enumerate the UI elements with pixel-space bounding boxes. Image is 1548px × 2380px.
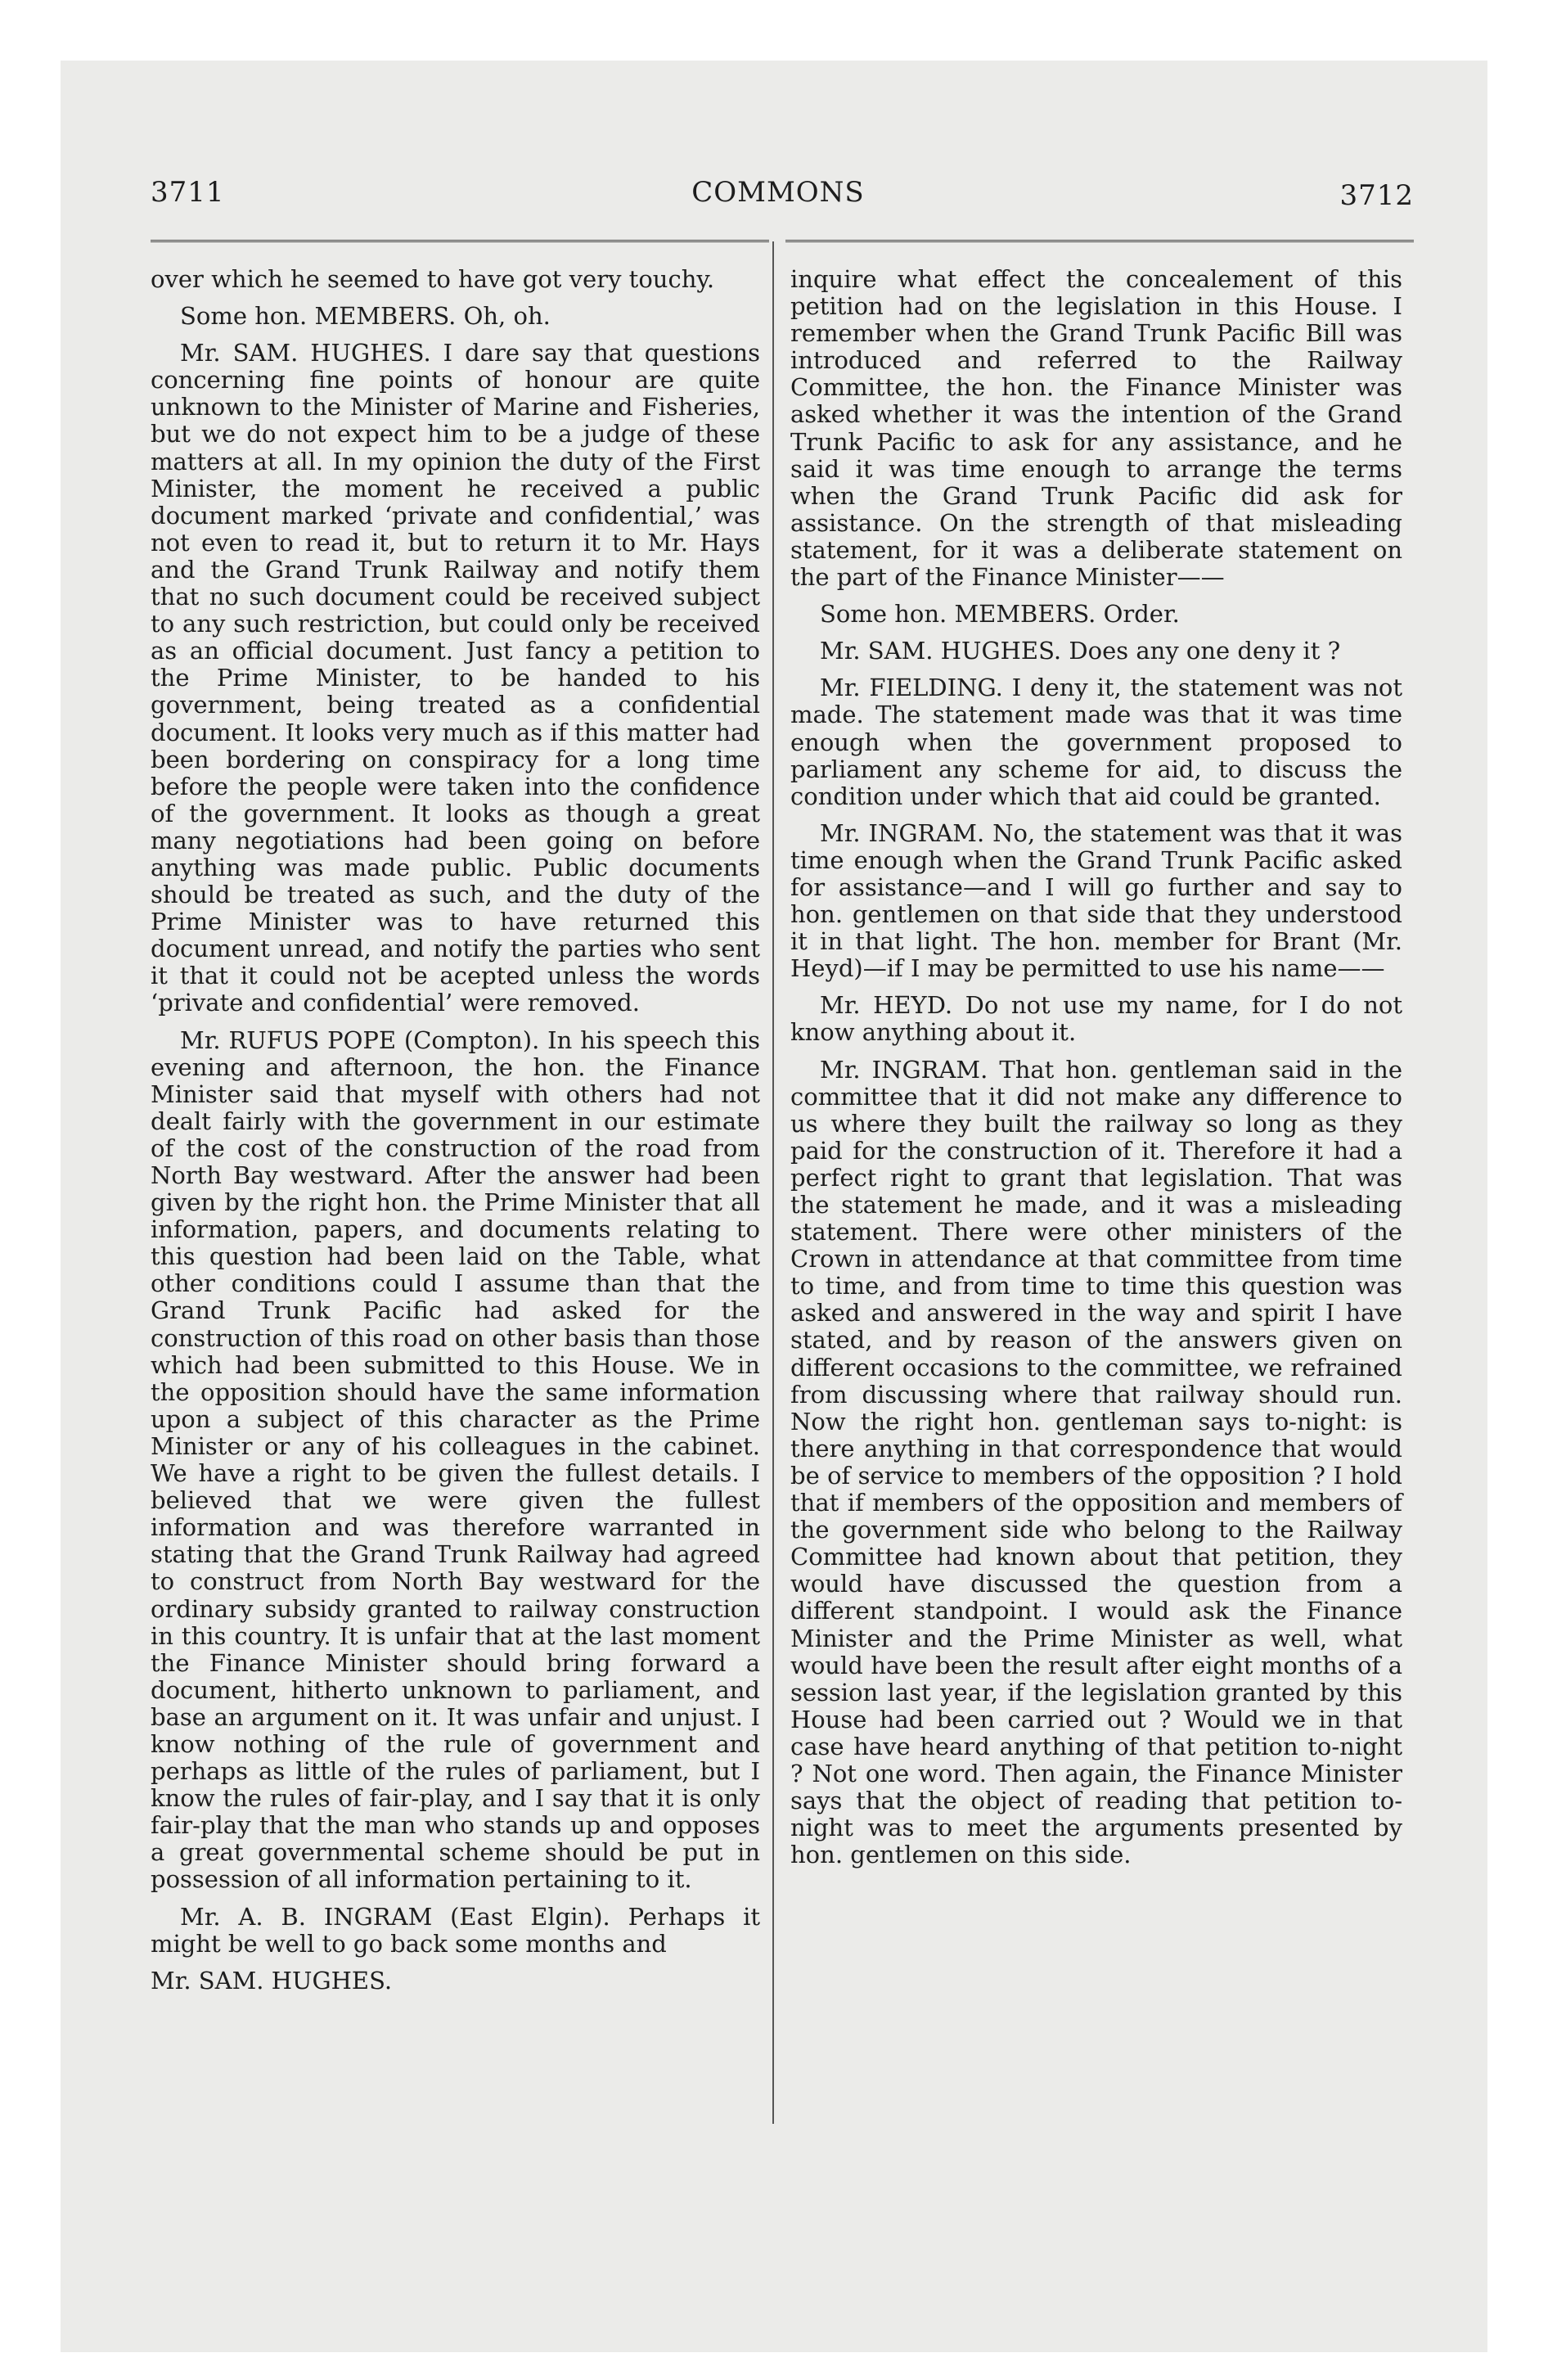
paragraph: Mr. RUFUS POPE (Compton). In his speech this evening and afternoon, the hon. the Finance Minister said that myself with others had not dealt fairly with the government in our estimate of the cost of the construction of the road from North Bay westward. After the answer had been given by the right hon. the Prime Minister that all information, papers, and documents relating to this question had been laid on the Table, what other conditions could I assume than that the Grand Trunk Pacific had asked for the construction of this road on other basis than those which had been submitted to this House. We in the opposition should have the same information upon a subject of this character as the Prime Minister or any of his colleagues in the cabinet. We have a right to be given the fullest details. I believed that we were given the fullest information and was therefore warranted in stating that the Grand Trunk Railway had agreed to construct from North Bay westward for the ordinary subsidy granted to railway construction in this country. It is unfair that at the last moment the Finance Minister should bring forward a document, hitherto unknown to parliament, and base an argument on it. It was unfair and unjust. I know nothing of the rule of government and perhaps as little of the rules of parliament, but I know the rules of fair-play, and I say that it is only fair-play that the man who stands up and opposes a great governmental scheme should be put in possession of all information pertaining to it. xyxy=(151,1025,760,1894)
paragraph: Mr. HEYD. Do not use my name, for I do not know anything about it. xyxy=(790,991,1402,1047)
header-rule-left xyxy=(151,240,769,242)
header-title: COMMONS xyxy=(691,176,865,209)
paragraph: over which he seemed to have got very touchy. xyxy=(151,265,715,293)
header-rule-right xyxy=(785,240,1414,242)
paragraph: Mr. A. B. INGRAM (East Elgin). Perhaps it might be well to go back some months and xyxy=(151,1902,760,1958)
paragraph: inquire what effect the concealement of this petition had on the legislation in this House. I remember when the Grand Trunk Pacific Bill was introduced and referred to the Railway Committee, the hon. the Finance Minister was asked whether it was the intention of the Grand Trunk Pacific to ask for any assistance, and he said it was time enough to arrange the terms when the Grand Trunk Pacific did ask for assistance. On the strength of that misleading statement, for it was a deliberate statement on the part of the Finance Minister—— xyxy=(790,265,1402,592)
right-column xyxy=(790,266,1402,1878)
left-page-number: 3711 xyxy=(151,176,225,209)
paragraph: Some hon. MEMBERS. Oh, oh. xyxy=(180,302,551,331)
catchword: Mr. SAM. HUGHES. xyxy=(151,1966,393,1995)
paragraph: Mr. INGRAM. That hon. gentleman said in the committee that it did not make any difference to us where they built the railway so long as they paid for the construction of it. Therefore it had a perfect right to grant that legislation. That was the statement he made, and it was a misleading statement. There were other ministers of the Crown in attendance at that committee from time to time, and from time to time this question was asked and answered in the way and spirit I have stated, and by reason of the answers given on different occasions to the committee, we refrained from discussing where that railway should run. Now the right hon. gentleman says to-night: is there anything in that correspondence that would be of service to members of the opposition ? I hold that if members of the opposition and members of the government side who belong to the Railway Committee had known about that petition, they would have discussed the question from a different standpoint. I would ask the Finance Minister and the Prime Minister as well, what would have been the result after eight months of a session last year, if the legislation granted by this House had been carried out ? Would we in that case have heard anything of that petition to-night ? Not one word. Then again, the Finance Minister says that the object of reading that petition to-night was to meet the arguments presented by hon. gentlemen on this side. xyxy=(790,1055,1402,1869)
paragraph: Mr. FIELDING. I deny it, the statement was not made. The statement made was that it was time enough when the government proposed to parliament any scheme for aid, to discuss the condition under which that aid could be granted. xyxy=(790,674,1402,810)
left-column xyxy=(151,266,760,2004)
right-page-number: 3712 xyxy=(1339,179,1414,212)
paragraph: Mr. INGRAM. No, the statement was that it was time enough when the Grand Trunk Pacific asked for assistance—and I will go further and say to hon. gentlemen on that side that they understood it in that light. The hon. member for Brant (Mr. Heyd)—if I may be permitted to use his name—— xyxy=(790,818,1402,983)
running-header xyxy=(142,168,1414,217)
column-divider xyxy=(772,241,774,2124)
paragraph: Some hon. MEMBERS. Order. xyxy=(820,600,1180,629)
paragraph: Mr. SAM. HUGHES. I dare say that questions concerning fine points of honour are quite unknown to the Minister of Marine and Fisheries, but we do not expect him to be a judge of these matters at all. In my opinion the duty of the First Minister, the moment he received a public document marked ‘private and confidential,’ was not even to read it, but to return it to Mr. Hays and the Grand Trunk Railway and notify them that no such document could be received subject to any such restriction, but could only be received as an official document. Just fancy a petition to the Prime Minister, to be handed to his government, being treated as a confidential document. It looks very much as if this matter had been bordering on conspiracy for a long time before the people were taken into the confidence of the government. It looks as though a great many negotiations had been going on before anything was made public. Public documents should be treated as such, and the duty of the Prime Minister was to have returned this document unread, and notify the parties who sent it that it could not be acepted unless the words ‘private and confidential’ were removed. xyxy=(151,339,760,1017)
paragraph: Mr. SAM. HUGHES. Does any one deny it ? xyxy=(820,637,1341,665)
hansard-page xyxy=(142,168,1414,2296)
